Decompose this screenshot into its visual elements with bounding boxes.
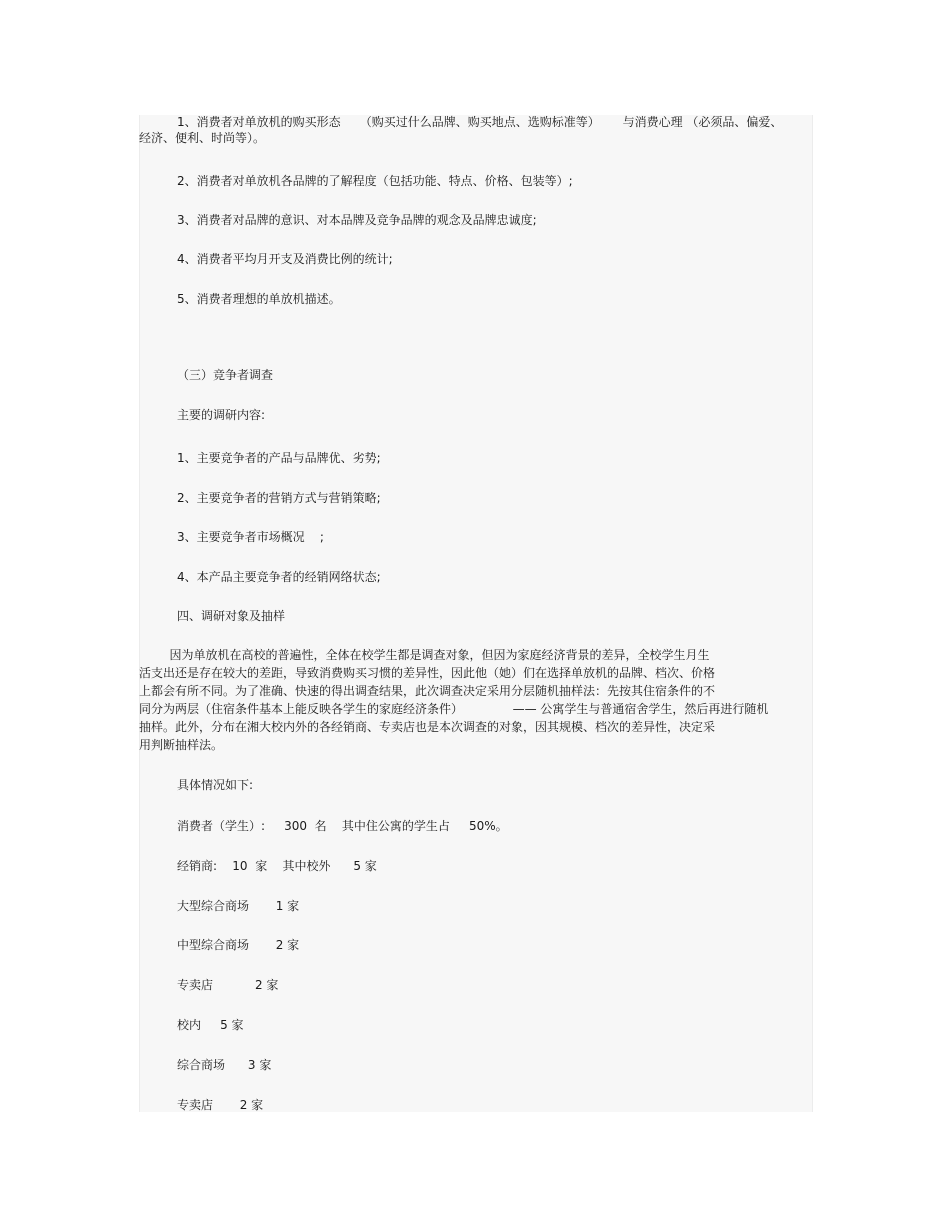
consumer-item-1-line-2: 经济、便利、时尚等）。: [139, 131, 266, 145]
sampling-heading: 四、调研对象及抽样: [177, 609, 286, 623]
medium-mall-sample: 中型综合商场 2 家: [177, 938, 300, 952]
general-mall-sample: 综合商场 3 家: [177, 1058, 272, 1072]
competitor-item-1: 1、主要竞争者的产品与品牌优、劣势;: [177, 451, 381, 465]
sampling-paragraph-line: 抽样。此外，分布在湘大校内外的各经销商、专卖店也是本次调查的对象，因其规模、档次的差异性，决定采: [139, 720, 716, 734]
large-mall-sample: 大型综合商场 1 家: [177, 899, 300, 913]
dealers-sample: 经销商: 10 家 其中校外 5 家: [177, 859, 377, 873]
sampling-paragraph: [139, 646, 768, 754]
competitor-item-3: 3、主要竞争者市场概况 ;: [177, 530, 324, 544]
sampling-paragraph-line: 用判断抽样法。: [139, 738, 224, 752]
consumers-sample: 消费者（学生）: 300 名 其中住公寓的学生占 50%。: [177, 819, 508, 833]
competitor-item-4: 4、本产品主要竞争者的经销网络状态;: [177, 570, 381, 584]
competitor-item-2: 2、主要竞争者的营销方式与营销策略;: [177, 491, 381, 505]
on-campus-sample: 校内 5 家: [177, 1018, 244, 1032]
competitor-heading: （三）竞争者调查: [177, 368, 274, 382]
specialty-store-off-campus: 专卖店 2 家: [177, 978, 279, 992]
consumer-item-3: 3、消费者对品牌的意识、对本品牌及竞争品牌的观念及品牌忠诚度;: [177, 213, 537, 227]
sampling-paragraph-line: 同分为两层（住宿条件基本上能反映各学生的家庭经济条件） —— 公寓学生与普通宿舍学生，然后再进行随机: [139, 702, 769, 716]
sampling-paragraph-line: 上都会有所不同。为了准确、快速的得出调查结果，此次调查决定采用分层随机抽样法：先按其住宿条件的不: [139, 684, 716, 698]
consumer-item-1-line-1: 1、消费者对单放机的购买形态 （购买过什么品牌、购买地点、选购标准等） 与消费心理 （必须品、偏爱、: [177, 115, 783, 129]
competitor-intro: 主要的调研内容:: [177, 408, 266, 422]
consumer-item-4: 4、消费者平均月开支及消费比例的统计;: [177, 252, 393, 266]
specialty-store-on-campus: 专卖店 2 家: [177, 1098, 264, 1112]
consumer-item-5: 5、消费者理想的单放机描述。: [177, 292, 341, 306]
sampling-paragraph-line: 活支出还是存在较大的差距，导致消费购买习惯的差异性，因此他（她）们在选择单放机的品牌、档次、价格: [139, 666, 716, 680]
sampling-paragraph-line: 因为单放机在高校的普遍性，全体在校学生都是调查对象，但因为家庭经济背景的差异，全校学生月生: [139, 648, 710, 662]
consumer-item-2: 2、消费者对单放机各品牌的了解程度（包括功能、特点、价格、包装等）;: [177, 174, 573, 188]
details-intro: 具体情况如下:: [177, 778, 254, 792]
